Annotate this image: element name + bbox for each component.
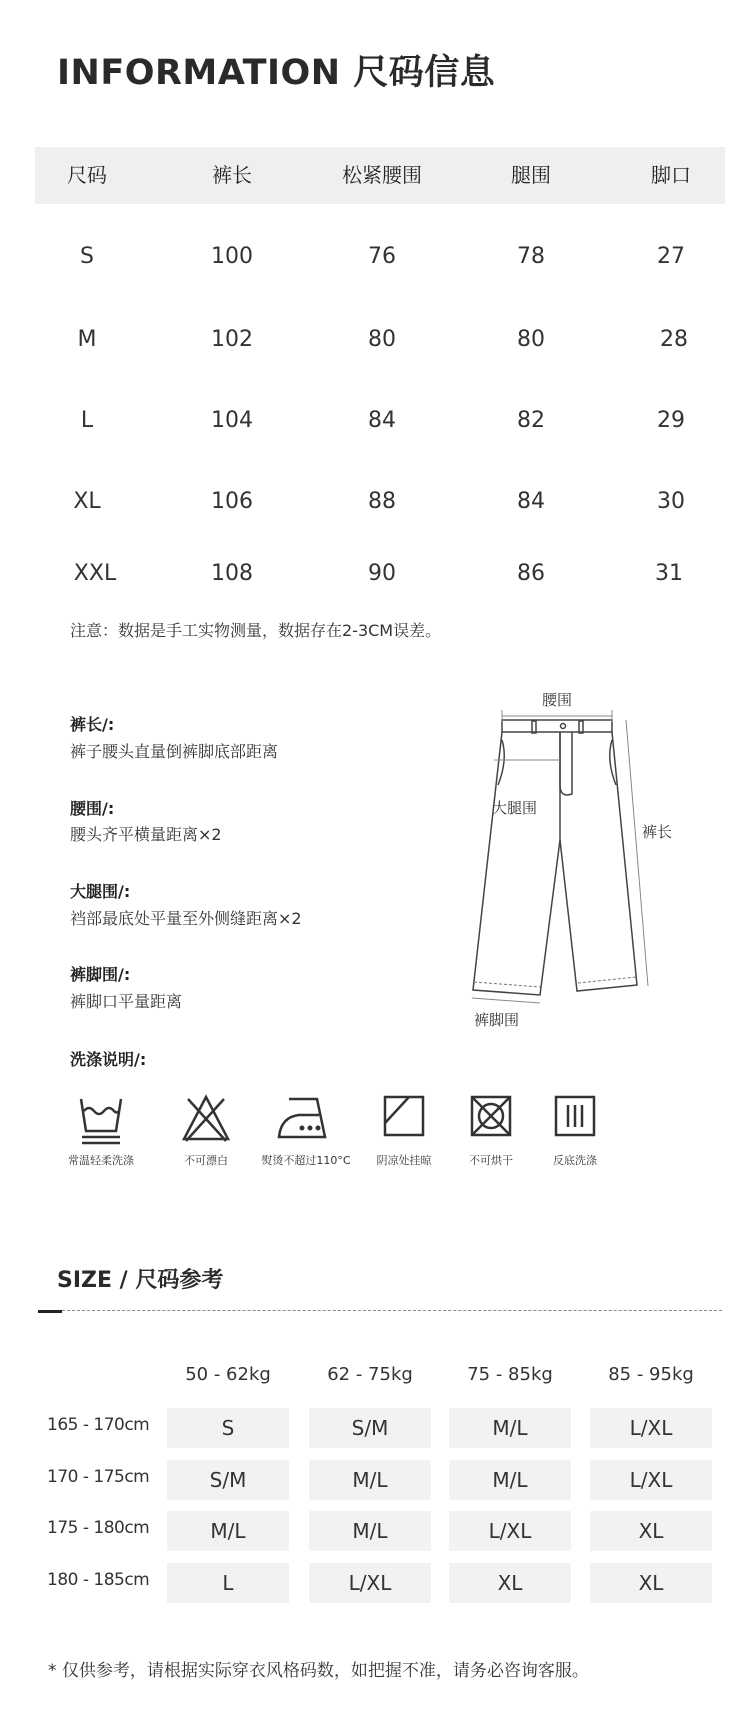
table-cell: 108 [211,561,253,586]
size-cell: M/L [449,1408,571,1448]
size-cell: XL [590,1511,712,1551]
hem-stitch [578,977,636,983]
wash-label: 不可烘干 [469,1154,513,1167]
wash-label: 不可漂白 [184,1154,228,1167]
table-cell: 80 [517,327,545,352]
table-cell: 102 [211,327,253,352]
table-cell: 82 [517,408,545,433]
no-bleach-icon [180,1093,232,1145]
size-cell: XL [449,1563,571,1603]
weight-header: 85 - 95kg [608,1364,694,1385]
size-cell: L/XL [590,1460,712,1500]
wash-label: 阴凉处挂晾 [376,1154,432,1167]
table-cell: 84 [517,489,545,514]
table-cell: 90 [368,561,396,586]
table-cell: 80 [368,327,396,352]
size-cell: M/L [309,1460,431,1500]
measure-desc-length: 裤子腰头直量倒裤脚底部距离 [70,742,279,761]
weight-header: 50 - 62kg [185,1364,271,1385]
table-cell: XL [73,489,101,514]
hem-stitch [474,982,540,987]
table-cell: 28 [660,327,688,352]
header-size: 尺码 [67,163,107,187]
measure-label-hem: 裤脚围/: [70,965,131,984]
size-cell: S/M [167,1460,289,1500]
height-label: 175 - 180cm [47,1518,150,1538]
table-cell: 88 [368,489,396,514]
size-cell: S [167,1408,289,1448]
table-cell: M [77,327,97,352]
belt-loop [579,721,583,733]
measure-label-thigh: 大腿围/: [70,882,131,901]
measurement-note: 注意：数据是手工实物测量，数据存在2-3CM误差。 [70,621,442,640]
belt-loop [532,721,536,733]
size-table-header [35,147,725,204]
size-cell: S/M [309,1408,431,1448]
size-guide-title: SIZE / 尺码参考 [57,1268,224,1293]
header-length: 裤长 [212,163,252,187]
wash-label: 熨烫不超过110°C [261,1154,351,1167]
footer-note: * 仅供参考，请根据实际穿衣风格码数，如把握不准，请务必咨询客服。 [48,1661,589,1681]
measure-desc-hem: 裤脚口平量距离 [70,992,183,1011]
fly-outline [560,732,572,795]
size-cell: M/L [309,1511,431,1551]
length-measure-line [626,720,648,986]
table-cell: 27 [657,244,685,269]
diagram-label-length: 裤长 [642,823,673,841]
table-cell: 84 [368,408,396,433]
diagram-label-waist: 腰围 [542,691,573,709]
size-cell: M/L [167,1511,289,1551]
height-label: 180 - 185cm [47,1570,150,1590]
size-cell: L/XL [590,1408,712,1448]
table-cell: 31 [655,561,683,586]
table-cell: L [80,408,94,433]
inside-out-wash-icon [552,1093,598,1139]
pants-diagram [460,680,680,1040]
table-cell: 104 [211,408,253,433]
measure-desc-waist: 腰头齐平横量距离×2 [70,825,222,844]
wash-title: 洗涤说明/: [70,1050,147,1069]
weight-header: 62 - 75kg [327,1364,413,1385]
divider-line [62,1310,722,1311]
measure-desc-thigh: 裆部最底处平量至外侧缝距离×2 [70,909,302,928]
table-cell: 29 [657,408,685,433]
no-tumble-dry-icon [468,1093,514,1139]
hem-measure-line [472,998,540,1003]
measure-label-waist: 腰围/: [70,799,115,818]
header-hem: 脚口 [651,163,691,187]
table-cell: 106 [211,489,253,514]
size-cell: L/XL [309,1563,431,1603]
height-label: 170 - 175cm [47,1467,150,1487]
size-cell: L/XL [449,1511,571,1551]
wash-label: 常温轻柔洗涤 [68,1154,134,1167]
table-cell: 76 [368,244,396,269]
shade-dry-icon [381,1093,427,1139]
wash-label: 反底洗涤 [553,1154,597,1167]
waistband-outline [502,720,612,732]
diagram-label-hem: 裤脚围 [474,1011,520,1029]
table-cell: S [80,244,94,269]
measure-label-length: 裤长/: [70,715,115,734]
header-leg: 腿围 [511,163,551,187]
button-icon [561,724,566,729]
table-cell: 100 [211,244,253,269]
height-label: 165 - 170cm [47,1415,150,1435]
size-cell: M/L [449,1460,571,1500]
size-cell: XL [590,1563,712,1603]
iron-icon [275,1093,331,1143]
weight-header: 75 - 85kg [467,1364,553,1385]
table-cell: 78 [517,244,545,269]
table-cell: 86 [517,561,545,586]
diagram-label-thigh: 大腿围 [492,799,538,817]
page-title: INFORMATION 尺码信息 [57,53,496,93]
table-cell: XXL [73,561,117,586]
left-leg-outline [473,732,560,995]
divider-accent [38,1310,62,1313]
header-waist: 松紧腰围 [342,163,422,187]
table-cell: 30 [657,489,685,514]
wash-tub-icon [76,1093,126,1145]
size-cell: L [167,1563,289,1603]
